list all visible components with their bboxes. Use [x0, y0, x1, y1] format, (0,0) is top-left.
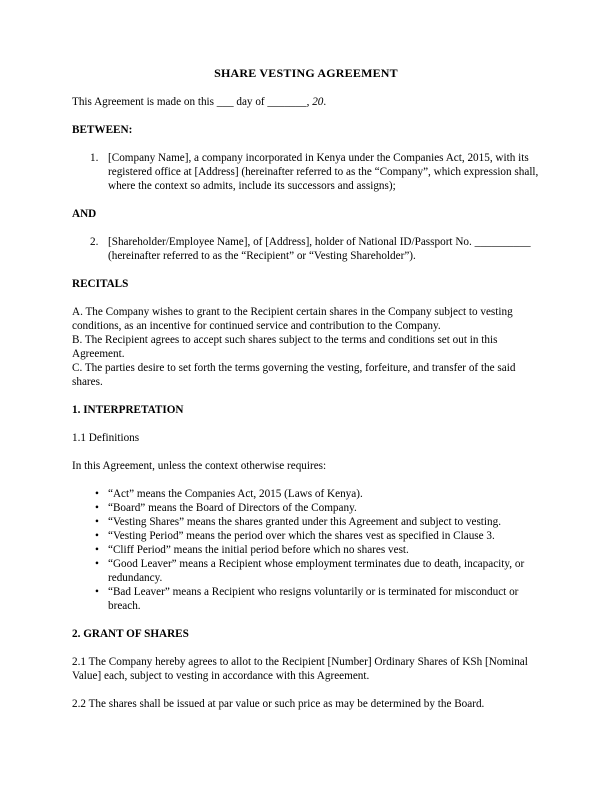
intro-paragraph: [72, 95, 540, 109]
party-1-number: 1.: [90, 152, 99, 164]
clause-2-2: 2.2 The shares shall be issued at par value or such price as may be determined by the Board.: [72, 698, 485, 710]
definition-cliff-period: • “Cliff Period” means the initial period before which no shares vest.: [108, 543, 540, 557]
party-2-item: [72, 235, 540, 263]
and-heading: AND: [72, 208, 97, 220]
intro-period: .: [323, 96, 327, 108]
definitions-list: [72, 487, 540, 613]
recital-a: A. The Company wishes to grant to the Recipient certain shares in the Company subject to vesting conditions, as an incentive for continued service and contribution to the Company.: [72, 306, 513, 332]
party-2-text: [Shareholder/Employee Name], of [Address], holder of National ID/Passport No. __________ (hereinafter referred to as the “Recipient” or “Vesting Shareholder”).: [108, 236, 531, 262]
interpretation-heading: 1. INTERPRETATION: [72, 404, 184, 416]
intro-text: This Agreement is made on this ___ day of _______,: [72, 96, 313, 108]
recital-b: B. The Recipient agrees to accept such shares subject to the terms and conditions set out in this Agreement.: [72, 334, 498, 360]
recitals-heading: RECITALS: [72, 278, 129, 290]
clause-2-1: 2.1 The Company hereby agrees to allot to the Recipient [Number] Ordinary Shares of KSh [Nominal Value] each, subject to vesting in accordance with this Agreement.: [72, 656, 528, 682]
between-heading: BETWEEN:: [72, 124, 133, 136]
definition-board: • “Board” means the Board of Directors of the Company.: [108, 501, 540, 515]
definition-good-leaver: • “Good Leaver” means a Recipient whose employment terminates due to death, incapacity, or redundancy.: [108, 557, 540, 585]
document-title: SHARE VESTING AGREEMENT: [214, 66, 398, 80]
intro-year: 20: [312, 96, 324, 108]
party-1-item: [72, 151, 540, 193]
definition-vesting-shares: • “Vesting Shares” means the shares granted under this Agreement and subject to vesting.: [108, 515, 540, 529]
definitions-subheading: 1.1 Definitions: [72, 432, 140, 444]
recitals-paragraph: [72, 305, 540, 389]
definition-bad-leaver: • “Bad Leaver” means a Recipient who resigns voluntarily or is terminated for misconduct or breach.: [108, 585, 540, 613]
party-1-text: [Company Name], a company incorporated in Kenya under the Companies Act, 2015, with its registered office at [Address] (hereinafter referred to as the “Company”, which expression shall, where the context so admits, include its successors and assigns);: [108, 152, 539, 192]
recital-c: C. The parties desire to set forth the terms governing the vesting, forfeiture, and transfer of the said shares.: [72, 362, 516, 388]
party-2-number: 2.: [90, 236, 99, 248]
grant-heading: 2. GRANT OF SHARES: [72, 628, 189, 640]
definitions-lead: In this Agreement, unless the context otherwise requires:: [72, 460, 327, 472]
definition-vesting-period: • “Vesting Period” means the period over which the shares vest as specified in Clause 3.: [108, 529, 540, 543]
definition-act: • “Act” means the Companies Act, 2015 (Laws of Kenya).: [108, 487, 540, 501]
